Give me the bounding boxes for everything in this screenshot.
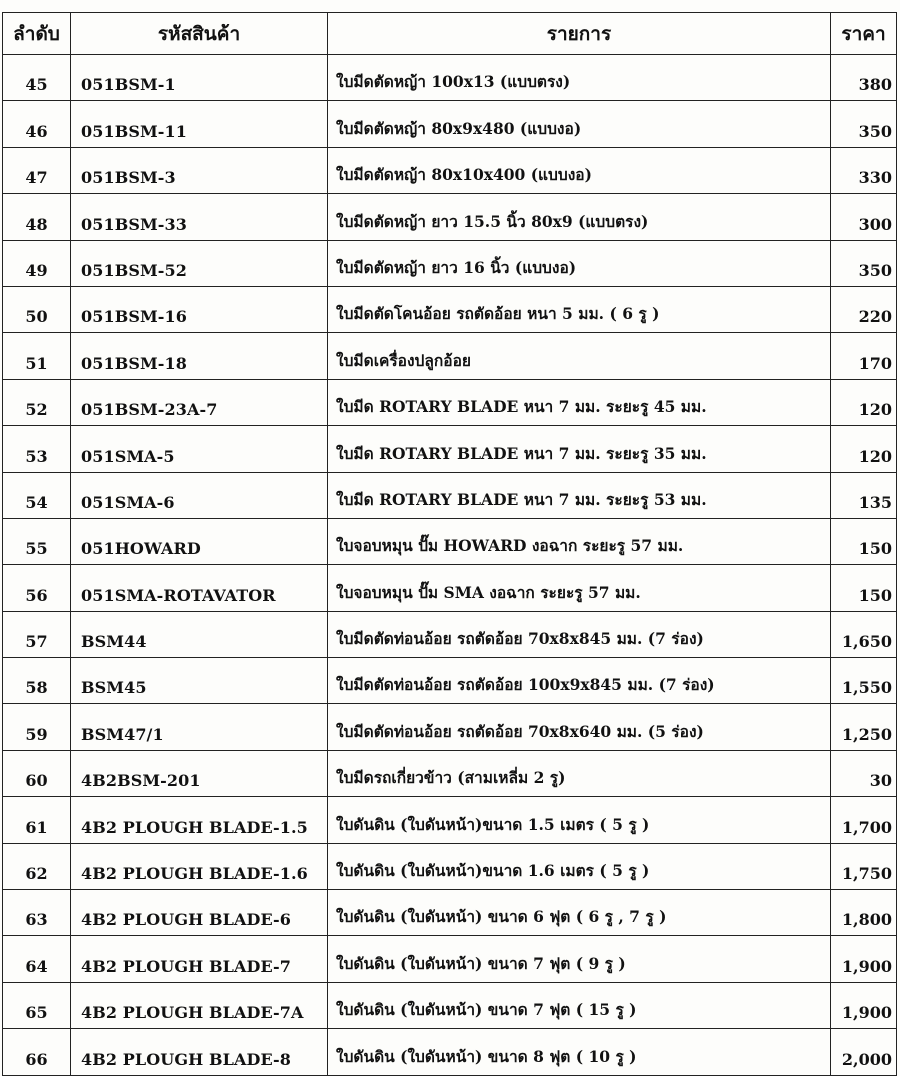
row-number: 64 — [3, 936, 71, 982]
product-description: ใบดันดิน (ใบดันหน้า)ขนาด 1.5 เมตร ( 5 รู ) — [328, 797, 831, 843]
product-price: 135 — [831, 472, 897, 518]
product-code: 4B2BSM-201 — [71, 750, 328, 796]
row-number: 50 — [3, 286, 71, 332]
header-code: รหัสสินค้า — [71, 13, 328, 55]
product-code: BSM44 — [71, 611, 328, 657]
table-row — [3, 379, 897, 425]
table-row — [3, 843, 897, 889]
product-price: 2,000 — [831, 1029, 897, 1075]
product-code: 4B2 PLOUGH BLADE-8 — [71, 1029, 328, 1075]
product-code: 4B2 PLOUGH BLADE-7A — [71, 982, 328, 1028]
row-number: 57 — [3, 611, 71, 657]
product-price: 300 — [831, 194, 897, 240]
product-code: 051SMA-6 — [71, 472, 328, 518]
product-code: 4B2 PLOUGH BLADE-1.5 — [71, 797, 328, 843]
product-description: ใบมีดตัดท่อนอ้อย รถตัดอ้อย 70x8x640 มม. (5 ร่อง) — [328, 704, 831, 750]
product-description: ใบจอบหมุน ปั๊ม HOWARD งอฉาก ระยะรู 57 มม. — [328, 518, 831, 564]
row-number: 52 — [3, 379, 71, 425]
table-row — [3, 240, 897, 286]
product-price: 1,700 — [831, 797, 897, 843]
product-code: 051BSM-52 — [71, 240, 328, 286]
header-no: ลำดับ — [3, 13, 71, 55]
product-price: 1,900 — [831, 982, 897, 1028]
product-code: 051BSM-23A-7 — [71, 379, 328, 425]
table-row — [3, 101, 897, 147]
product-description: ใบดันดิน (ใบดันหน้า)ขนาด 1.6 เมตร ( 5 รู ) — [328, 843, 831, 889]
product-code: 051SMA-5 — [71, 426, 328, 472]
row-number: 66 — [3, 1029, 71, 1075]
product-description: ใบมีดตัดท่อนอ้อย รถตัดอ้อย 100x9x845 มม. (7 ร่อง) — [328, 658, 831, 704]
row-number: 58 — [3, 658, 71, 704]
product-description: ใบมีดตัดโคนอ้อย รถตัดอ้อย หนา 5 มม. ( 6 รู ) — [328, 286, 831, 332]
row-number: 47 — [3, 147, 71, 193]
product-price: 1,550 — [831, 658, 897, 704]
row-number: 49 — [3, 240, 71, 286]
table-row — [3, 147, 897, 193]
row-number: 51 — [3, 333, 71, 379]
product-description: ใบมีดตัดหญ้า 100x13 (แบบตรง) — [328, 55, 831, 101]
product-price: 1,900 — [831, 936, 897, 982]
product-code: 051BSM-33 — [71, 194, 328, 240]
table-row — [3, 518, 897, 564]
product-code: 051BSM-3 — [71, 147, 328, 193]
product-code: BSM47/1 — [71, 704, 328, 750]
price-table — [2, 12, 897, 1076]
table-header — [3, 13, 897, 55]
product-description: ใบจอบหมุน ปั๊ม SMA งอฉาก ระยะรู 57 มม. — [328, 565, 831, 611]
product-description: ใบมีดตัดหญ้า 80x10x400 (แบบงอ) — [328, 147, 831, 193]
table-row — [3, 55, 897, 101]
header-row — [3, 13, 897, 55]
product-code: 051HOWARD — [71, 518, 328, 564]
product-price: 330 — [831, 147, 897, 193]
table-row — [3, 936, 897, 982]
table-row — [3, 286, 897, 332]
product-description: ใบมีด ROTARY BLADE หนา 7 มม. ระยะรู 35 มม. — [328, 426, 831, 472]
row-number: 45 — [3, 55, 71, 101]
row-number: 63 — [3, 890, 71, 936]
row-number: 48 — [3, 194, 71, 240]
product-code: BSM45 — [71, 658, 328, 704]
row-number: 61 — [3, 797, 71, 843]
product-code: 051SMA-ROTAVATOR — [71, 565, 328, 611]
product-description: ใบมีดรถเกี่ยวข้าว (สามเหลี่ม 2 รู) — [328, 750, 831, 796]
product-price: 30 — [831, 750, 897, 796]
product-price: 1,650 — [831, 611, 897, 657]
product-code: 051BSM-16 — [71, 286, 328, 332]
product-price: 120 — [831, 426, 897, 472]
product-price: 150 — [831, 565, 897, 611]
table-row — [3, 333, 897, 379]
product-description: ใบมีดตัดหญ้า 80x9x480 (แบบงอ) — [328, 101, 831, 147]
product-code: 4B2 PLOUGH BLADE-7 — [71, 936, 328, 982]
row-number: 62 — [3, 843, 71, 889]
product-description: ใบดันดิน (ใบดันหน้า) ขนาด 8 ฟุต ( 10 รู ) — [328, 1029, 831, 1075]
table-row — [3, 194, 897, 240]
product-description: ใบมีดเครื่องปลูกอ้อย — [328, 333, 831, 379]
product-price: 150 — [831, 518, 897, 564]
table-body — [3, 55, 897, 1076]
table-row — [3, 890, 897, 936]
product-code: 051BSM-11 — [71, 101, 328, 147]
product-description: ใบมีด ROTARY BLADE หนา 7 มม. ระยะรู 45 มม. — [328, 379, 831, 425]
header-price: ราคา — [831, 13, 897, 55]
product-code: 051BSM-1 — [71, 55, 328, 101]
row-number: 60 — [3, 750, 71, 796]
product-price: 220 — [831, 286, 897, 332]
product-code: 4B2 PLOUGH BLADE-1.6 — [71, 843, 328, 889]
product-description: ใบมีดตัดหญ้า ยาว 16 นิ้ว (แบบงอ) — [328, 240, 831, 286]
product-code: 4B2 PLOUGH BLADE-6 — [71, 890, 328, 936]
table-row — [3, 565, 897, 611]
product-price: 1,800 — [831, 890, 897, 936]
product-price: 380 — [831, 55, 897, 101]
product-description: ใบดันดิน (ใบดันหน้า) ขนาด 7 ฟุต ( 15 รู ) — [328, 982, 831, 1028]
product-description: ใบดันดิน (ใบดันหน้า) ขนาด 6 ฟุต ( 6 รู , 7 รู ) — [328, 890, 831, 936]
row-number: 46 — [3, 101, 71, 147]
row-number: 59 — [3, 704, 71, 750]
table-row — [3, 658, 897, 704]
row-number: 56 — [3, 565, 71, 611]
row-number: 53 — [3, 426, 71, 472]
product-description: ใบมีดตัดท่อนอ้อย รถตัดอ้อย 70x8x845 มม. (7 ร่อง) — [328, 611, 831, 657]
table-row — [3, 426, 897, 472]
row-number: 54 — [3, 472, 71, 518]
product-description: ใบมีด ROTARY BLADE หนา 7 มม. ระยะรู 53 มม. — [328, 472, 831, 518]
product-price: 1,250 — [831, 704, 897, 750]
table-row — [3, 797, 897, 843]
header-description: รายการ — [328, 13, 831, 55]
product-price: 350 — [831, 240, 897, 286]
table-row — [3, 472, 897, 518]
row-number: 55 — [3, 518, 71, 564]
product-description: ใบมีดตัดหญ้า ยาว 15.5 นิ้ว 80x9 (แบบตรง) — [328, 194, 831, 240]
row-number: 65 — [3, 982, 71, 1028]
product-description: ใบดันดิน (ใบดันหน้า) ขนาด 7 ฟุต ( 9 รู ) — [328, 936, 831, 982]
product-price: 350 — [831, 101, 897, 147]
table-row — [3, 750, 897, 796]
product-code: 051BSM-18 — [71, 333, 328, 379]
table-row — [3, 704, 897, 750]
product-price: 170 — [831, 333, 897, 379]
product-price: 1,750 — [831, 843, 897, 889]
table-row — [3, 611, 897, 657]
table-row — [3, 982, 897, 1028]
product-price: 120 — [831, 379, 897, 425]
table-row — [3, 1029, 897, 1075]
price-list-sheet — [2, 12, 896, 1069]
